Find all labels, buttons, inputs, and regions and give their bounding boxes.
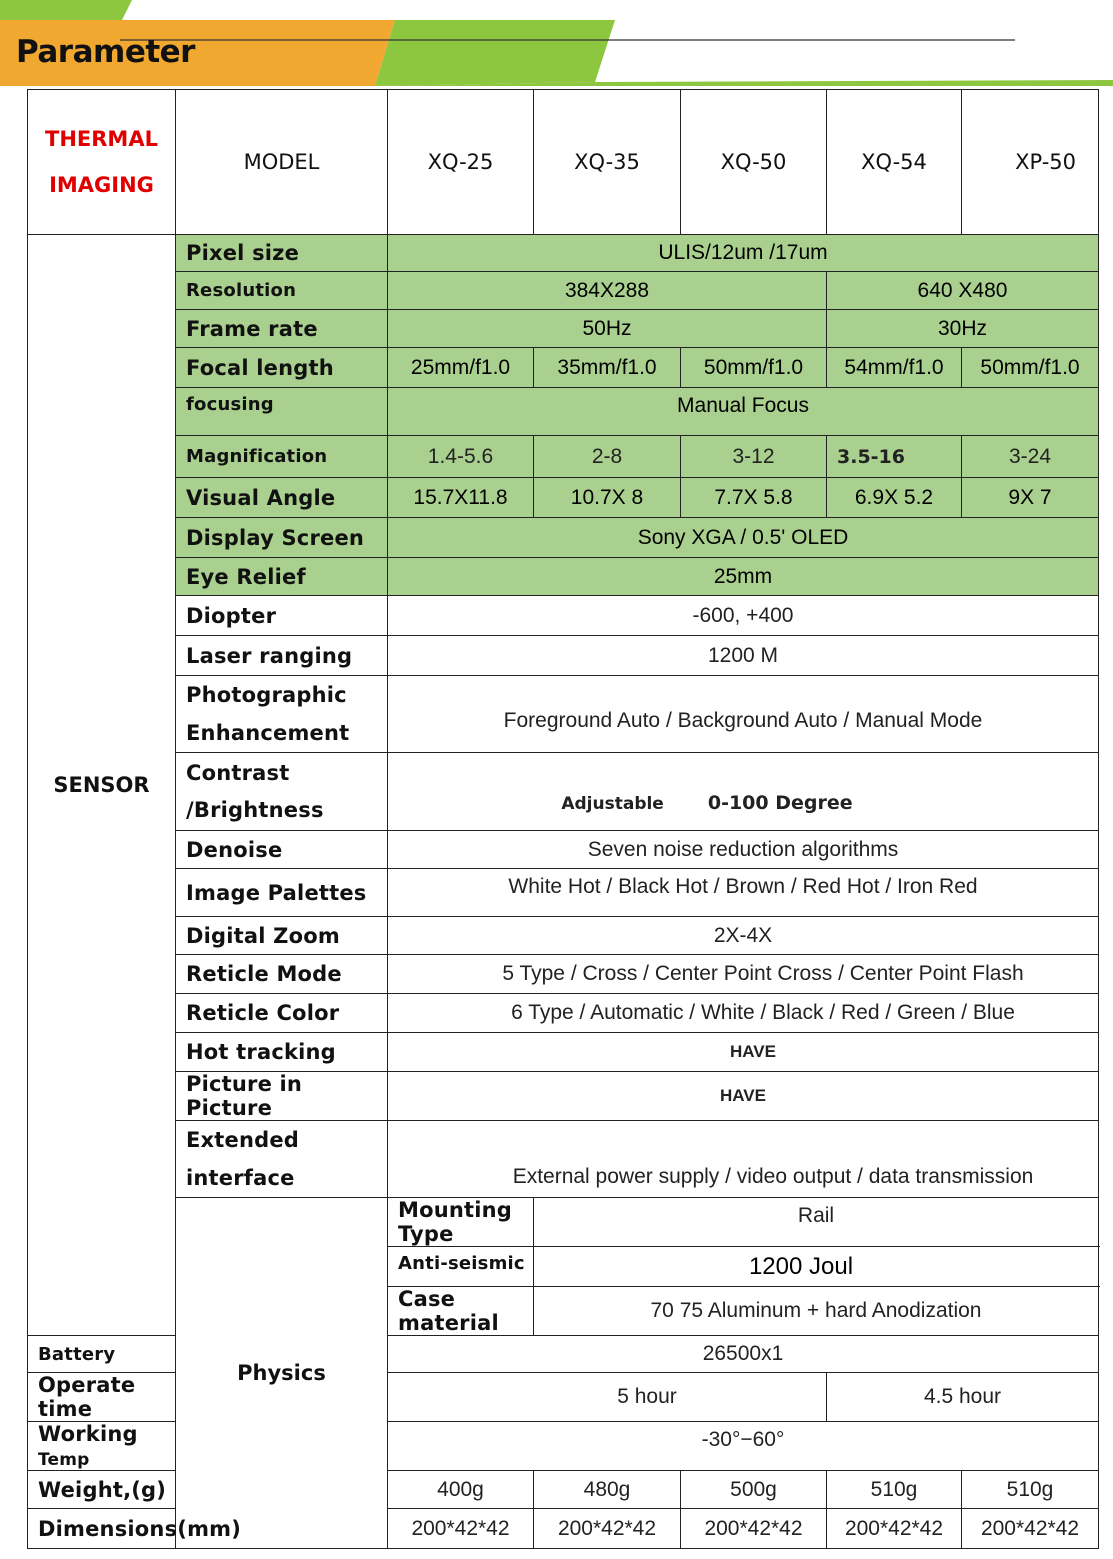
label-contrast-line1: Contrast	[186, 760, 290, 785]
label-digital-zoom: Digital Zoom	[176, 917, 388, 955]
label-weight: Weight,(g)	[28, 1471, 176, 1509]
label-working-temp	[28, 1422, 176, 1471]
row-magnification	[28, 436, 1099, 478]
label-palettes: Image Palettes	[176, 869, 388, 917]
label-pixel-size: Pixel size	[176, 235, 388, 272]
label-battery: Battery	[28, 1336, 176, 1373]
value-contrast-range: 0-100 Degree	[707, 791, 853, 814]
category-label: THERMAL IMAGING	[28, 90, 176, 235]
header-banner	[0, 0, 1113, 90]
value-contrast-mode: Adjustable	[561, 793, 664, 814]
label-pip: Picture in Picture	[176, 1072, 388, 1121]
value-dimensions: 200*42*42	[962, 1509, 1099, 1549]
value-frame-rate-a: 50Hz	[388, 310, 827, 348]
label-hot-tracking: Hot tracking	[176, 1033, 388, 1072]
label-anti-seismic: Anti-seismic	[388, 1247, 534, 1287]
value-weight: 480g	[534, 1471, 681, 1509]
value-operate-time-a: 5 hour	[388, 1373, 827, 1422]
value-focal-length: 50mm/f1.0	[681, 348, 827, 388]
label-contrast-line2: /Brightness	[186, 797, 324, 822]
value-resolution-b: 640 X480	[827, 272, 1099, 310]
value-magnification: 3-24	[962, 436, 1099, 478]
label-focusing: focusing	[176, 388, 388, 436]
model-xq50: XQ-50	[681, 90, 827, 235]
model-xp50: XP-50	[962, 90, 1099, 235]
label-reticle-mode: Reticle Mode	[176, 955, 388, 994]
row-reticle-mode	[28, 955, 1099, 994]
value-mounting: Rail	[534, 1198, 1099, 1247]
label-contrast	[176, 753, 388, 831]
row-display-screen	[28, 518, 1099, 558]
label-operate-time: Operate time	[28, 1373, 176, 1422]
banner-green-top	[0, 0, 132, 20]
value-photo-enhancement: Foreground Auto / Background Auto / Manual Mode	[388, 676, 1099, 753]
row-extended-interface	[28, 1121, 1099, 1198]
label-magnification: Magnification	[176, 436, 388, 478]
label-photo-enhancement-line1: Photographic	[186, 683, 347, 707]
label-display-screen: Display Screen	[176, 518, 388, 558]
header-row	[28, 90, 1099, 235]
label-mounting: Mounting Type	[388, 1198, 534, 1247]
row-frame-rate	[28, 310, 1099, 348]
value-pip: HAVE	[388, 1072, 1099, 1121]
label-working-temp-a: Working	[38, 1422, 138, 1446]
value-digital-zoom: 2X-4X	[388, 917, 1099, 955]
row-contrast	[28, 753, 1099, 831]
value-reticle-mode: 5 Type / Cross / Center Point Cross / Center Point Flash	[388, 955, 1099, 994]
value-focal-length: 25mm/f1.0	[388, 348, 534, 388]
model-xq25: XQ-25	[388, 90, 534, 235]
label-case-material: Case material	[388, 1287, 534, 1336]
value-focusing: Manual Focus	[388, 388, 1099, 436]
value-operate-time-b: 4.5 hour	[827, 1373, 1099, 1422]
value-focal-length: 50mm/f1.0	[962, 348, 1099, 388]
row-palettes	[28, 869, 1099, 917]
model-xq35: XQ-35	[534, 90, 681, 235]
label-laser-ranging: Laser ranging	[176, 636, 388, 676]
value-focal-length: 35mm/f1.0	[534, 348, 681, 388]
value-resolution-a: 384X288	[388, 272, 827, 310]
value-display-screen: Sony XGA / 0.5' OLED	[388, 518, 1099, 558]
row-resolution	[28, 272, 1099, 310]
row-denoise	[28, 831, 1099, 869]
value-dimensions: 200*42*42	[534, 1509, 681, 1549]
value-magnification: 2-8	[534, 436, 681, 478]
row-reticle-color	[28, 994, 1099, 1033]
value-visual-angle: 9X 7	[962, 478, 1099, 518]
value-reticle-color: 6 Type / Automatic / White / Black / Red / Green / Blue	[388, 994, 1099, 1033]
row-pip	[28, 1072, 1099, 1121]
value-weight: 510g	[962, 1471, 1099, 1509]
row-focusing	[28, 388, 1099, 436]
label-eye-relief: Eye Relief	[176, 558, 388, 596]
value-dimensions: 200*42*42	[827, 1509, 962, 1549]
value-anti-seismic: 1200 Joul	[534, 1247, 1099, 1287]
row-eye-relief	[28, 558, 1099, 596]
value-diopter: -600, +400	[388, 596, 1099, 636]
value-focal-length: 54mm/f1.0	[827, 348, 962, 388]
label-diopter: Diopter	[176, 596, 388, 636]
page-title: Parameter	[16, 34, 195, 70]
label-frame-rate: Frame rate	[176, 310, 388, 348]
value-extended-interface: External power supply / video output / data transmission	[388, 1121, 1099, 1198]
value-weight: 500g	[681, 1471, 827, 1509]
value-case-material: 70 75 Aluminum + hard Anodization	[534, 1287, 1099, 1336]
value-weight: 510g	[827, 1471, 962, 1509]
label-extended-line2: interface	[186, 1166, 295, 1190]
value-weight: 400g	[388, 1471, 534, 1509]
label-visual-angle: Visual Angle	[176, 478, 388, 518]
value-laser-ranging: 1200 M	[388, 636, 1099, 676]
value-working-temp: -30°−60°	[388, 1422, 1099, 1471]
label-working-temp-b: Temp	[38, 1450, 90, 1470]
row-visual-angle	[28, 478, 1099, 518]
value-visual-angle: 10.7X 8	[534, 478, 681, 518]
label-denoise: Denoise	[176, 831, 388, 869]
value-palettes: White Hot / Black Hot / Brown / Red Hot / Iron Red	[388, 869, 1099, 917]
value-battery: 26500x1	[388, 1336, 1099, 1373]
row-digital-zoom	[28, 917, 1099, 955]
value-eye-relief: 25mm	[388, 558, 1099, 596]
value-dimensions: 200*42*42	[681, 1509, 827, 1549]
value-pixel-size: ULIS/12um /17um	[388, 235, 1099, 272]
row-hot-tracking	[28, 1033, 1099, 1072]
value-denoise: Seven noise reduction algorithms	[388, 831, 1099, 869]
value-visual-angle: 15.7X11.8	[388, 478, 534, 518]
row-photo-enhancement	[28, 676, 1099, 753]
label-extended-interface	[176, 1121, 388, 1198]
value-magnification: 3.5-16	[827, 436, 962, 478]
value-frame-rate-b: 30Hz	[827, 310, 1099, 348]
value-visual-angle: 6.9X 5.2	[827, 478, 962, 518]
row-mounting	[28, 1198, 1099, 1247]
banner-green-mid	[375, 20, 615, 86]
value-visual-angle: 7.7X 5.8	[681, 478, 827, 518]
label-focal-length: Focal length	[176, 348, 388, 388]
label-reticle-color: Reticle Color	[176, 994, 388, 1033]
row-diopter	[28, 596, 1099, 636]
label-photo-enhancement	[176, 676, 388, 753]
value-magnification: 3-12	[681, 436, 827, 478]
section-physics: Physics	[176, 1198, 388, 1549]
row-pixel-size	[28, 235, 1099, 272]
spec-table	[27, 89, 1099, 1549]
section-sensor: SENSOR	[28, 235, 176, 1336]
value-magnification: 1.4-5.6	[388, 436, 534, 478]
label-dimensions: Dimensions(mm)	[28, 1509, 176, 1549]
model-header: MODEL	[176, 90, 388, 235]
label-extended-line1: Extended	[186, 1128, 300, 1152]
model-xq54: XQ-54	[827, 90, 962, 235]
row-focal-length	[28, 348, 1099, 388]
value-hot-tracking: HAVE	[388, 1033, 1099, 1072]
value-dimensions: 200*42*42	[388, 1509, 534, 1549]
value-contrast	[388, 753, 1099, 831]
label-photo-enhancement-line2: Enhancement	[186, 721, 350, 745]
label-resolution: Resolution	[176, 272, 388, 310]
row-laser-ranging	[28, 636, 1099, 676]
